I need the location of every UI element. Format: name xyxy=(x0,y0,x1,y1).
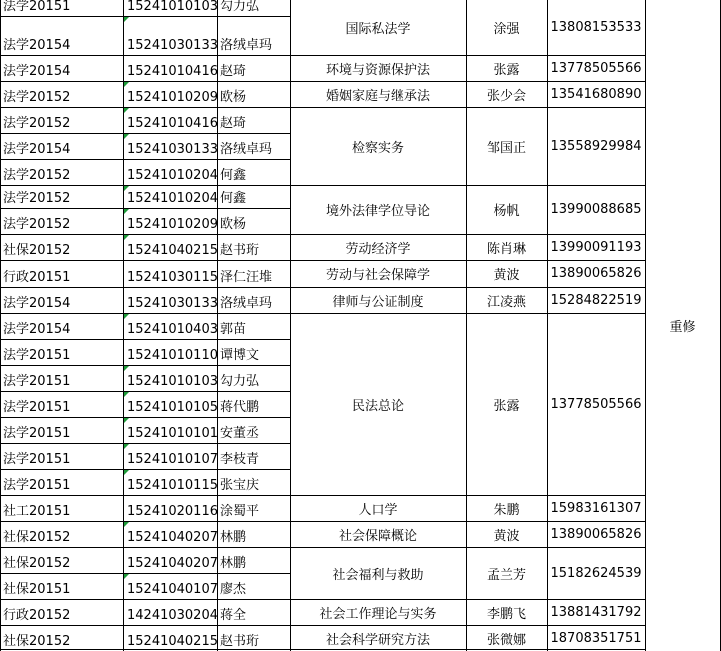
phone-cell[interactable]: 15182624539 xyxy=(550,565,642,581)
class-cell[interactable]: 社保20151 xyxy=(3,582,71,597)
class-cell[interactable]: 法学20154 xyxy=(3,296,71,311)
student-name-cell[interactable]: 欧杨 xyxy=(220,90,247,105)
student-name-cell[interactable]: 赵书珩 xyxy=(220,634,260,649)
student-name-cell[interactable]: 泽仁汪堆 xyxy=(220,270,273,285)
student-id-cell[interactable]: 15241040107 xyxy=(127,582,218,597)
course-cell[interactable]: 检察实务 xyxy=(351,140,404,156)
error-flag-icon xyxy=(124,444,129,449)
student-name-cell[interactable]: 赵琦 xyxy=(220,116,247,131)
student-id-cell[interactable]: 15241010101 xyxy=(127,426,218,441)
student-id-cell[interactable]: 15241030115 xyxy=(127,270,218,285)
phone-cell[interactable]: 13890065826 xyxy=(550,266,642,281)
student-id-cell[interactable]: 15241030133 xyxy=(127,38,218,53)
class-cell[interactable]: 社保20152 xyxy=(3,243,71,258)
teacher-cell[interactable]: 张露 xyxy=(493,62,520,78)
student-id-cell[interactable]: 15241040207 xyxy=(127,556,218,571)
phone-cell[interactable]: 15284822519 xyxy=(550,292,642,308)
error-flag-icon xyxy=(124,574,129,579)
student-id-cell[interactable]: 15241010204 xyxy=(127,191,218,206)
class-cell[interactable]: 法学20152 xyxy=(3,191,71,206)
class-cell[interactable]: 法学20152 xyxy=(3,168,71,183)
class-cell[interactable]: 行政20152 xyxy=(3,608,71,623)
phone-cell[interactable]: 13881431792 xyxy=(550,604,642,620)
teacher-cell[interactable]: 李鹏飞 xyxy=(486,606,526,622)
error-flag-icon xyxy=(124,82,129,87)
error-flag-icon xyxy=(124,108,129,113)
remark-text: 重修 xyxy=(669,320,696,335)
course-cell[interactable]: 社会工作理论与实务 xyxy=(319,606,437,622)
phone-cell[interactable]: 13990088685 xyxy=(550,202,642,217)
student-id-cell[interactable]: 15241010103 xyxy=(127,0,218,14)
student-name-cell[interactable]: 郭苗 xyxy=(220,322,247,337)
grid-hline xyxy=(0,234,290,235)
student-id-cell[interactable]: 15241030133 xyxy=(127,296,218,311)
class-cell[interactable]: 社保20152 xyxy=(3,530,71,545)
student-name-cell[interactable]: 洛绒卓玛 xyxy=(220,142,273,157)
student-name-cell[interactable]: 洛绒卓玛 xyxy=(220,38,273,53)
grid-hline xyxy=(0,391,290,392)
class-cell[interactable]: 法学20154 xyxy=(3,322,71,337)
course-cell[interactable]: 境外法律学位导论 xyxy=(325,204,430,219)
class-cell[interactable]: 法学20152 xyxy=(3,116,71,131)
teacher-cell[interactable]: 张微娜 xyxy=(486,632,526,648)
course-cell[interactable]: 国际私法学 xyxy=(345,22,411,37)
phone-cell[interactable]: 13778505566 xyxy=(550,60,642,76)
student-name-cell[interactable]: 赵书珩 xyxy=(220,243,260,258)
teacher-cell[interactable]: 黄波 xyxy=(493,268,520,283)
grid-vline xyxy=(123,0,124,651)
error-flag-icon xyxy=(124,418,129,423)
class-cell[interactable]: 法学20151 xyxy=(3,400,71,415)
class-cell[interactable]: 法学20151 xyxy=(3,0,71,14)
class-cell[interactable]: 法学20154 xyxy=(3,64,71,79)
grid-hline xyxy=(0,547,290,548)
class-cell[interactable]: 社工20151 xyxy=(3,504,71,519)
grid-hline xyxy=(0,208,290,209)
student-id-cell[interactable]: 15241010416 xyxy=(127,116,218,131)
student-name-cell[interactable]: 李枝青 xyxy=(220,452,260,467)
teacher-cell[interactable]: 杨帆 xyxy=(493,204,520,219)
course-cell[interactable]: 民法总论 xyxy=(351,398,404,414)
phone-cell[interactable]: 13541680890 xyxy=(550,86,642,102)
phone-cell[interactable]: 13558929984 xyxy=(550,138,642,154)
error-flag-icon xyxy=(124,17,129,22)
student-id-cell[interactable]: 15241010204 xyxy=(127,168,218,183)
student-id-cell[interactable]: 15241010209 xyxy=(127,90,218,105)
grid-hline xyxy=(0,339,290,340)
student-id-cell[interactable]: 15241010209 xyxy=(127,217,218,232)
grid-vline xyxy=(645,0,646,651)
phone-cell[interactable]: 18708351751 xyxy=(550,630,642,646)
error-flag-icon xyxy=(124,366,129,371)
student-name-cell[interactable]: 何鑫 xyxy=(220,168,247,183)
student-id-cell[interactable]: 15241010115 xyxy=(127,478,218,493)
student-id-cell[interactable]: 15241040207 xyxy=(127,530,218,545)
class-cell[interactable]: 法学20151 xyxy=(3,478,71,493)
class-cell[interactable]: 行政20151 xyxy=(3,270,71,285)
student-id-cell[interactable]: 15241040215 xyxy=(127,634,218,649)
remark-cell[interactable] xyxy=(645,0,720,651)
error-flag-icon xyxy=(124,314,129,319)
grid-hline xyxy=(0,159,290,160)
student-name-cell[interactable]: 欧杨 xyxy=(220,217,247,232)
grid-hline xyxy=(0,625,290,626)
grid-hline xyxy=(0,443,290,444)
grid-hline xyxy=(0,469,290,470)
grid-hline xyxy=(0,417,290,418)
student-name-cell[interactable]: 涂蜀平 xyxy=(220,504,260,519)
student-id-cell[interactable]: 15241020116 xyxy=(127,504,218,519)
grid-hline xyxy=(0,521,290,522)
student-name-cell[interactable]: 勾力弘 xyxy=(220,374,260,389)
phone-cell[interactable]: 15983161307 xyxy=(550,500,642,516)
class-cell[interactable]: 法学20151 xyxy=(3,452,71,467)
grid-hline xyxy=(0,313,290,314)
student-name-cell[interactable]: 蒋代鹏 xyxy=(220,400,260,415)
class-cell[interactable]: 法学20151 xyxy=(3,348,71,363)
error-flag-icon xyxy=(124,134,129,139)
student-name-cell[interactable]: 林鹏 xyxy=(220,556,247,571)
student-name-cell[interactable]: 洛绒卓玛 xyxy=(220,296,273,311)
teacher-cell[interactable]: 江凌燕 xyxy=(486,294,526,310)
phone-cell[interactable]: 13778505566 xyxy=(550,396,642,412)
class-cell[interactable]: 法学20151 xyxy=(3,426,71,441)
course-cell[interactable]: 社会保障概论 xyxy=(338,528,417,544)
course-cell[interactable]: 律师与公证制度 xyxy=(332,294,424,310)
student-name-cell[interactable]: 安董丞 xyxy=(220,426,260,441)
student-name-cell[interactable]: 勾力弘 xyxy=(220,0,260,14)
student-id-cell[interactable]: 15241040215 xyxy=(127,243,218,258)
course-cell[interactable]: 人口学 xyxy=(358,502,398,518)
class-cell[interactable]: 法学20152 xyxy=(3,90,71,105)
error-flag-icon xyxy=(124,186,129,191)
student-id-cell[interactable]: 15241010403 xyxy=(127,322,218,337)
course-cell[interactable]: 婚姻家庭与继承法 xyxy=(325,88,430,104)
grid-hline xyxy=(0,55,290,56)
class-cell[interactable]: 法学20151 xyxy=(3,374,71,389)
teacher-cell[interactable]: 张露 xyxy=(493,398,520,414)
grid-vline xyxy=(0,0,1,651)
course-cell[interactable]: 劳动与社会保障学 xyxy=(325,268,430,283)
student-id-cell[interactable]: 15241010105 xyxy=(127,400,218,415)
student-name-cell[interactable]: 蒋全 xyxy=(220,608,247,623)
teacher-cell[interactable]: 朱鹏 xyxy=(493,502,520,518)
grid-hline xyxy=(0,81,290,82)
student-name-cell[interactable]: 廖杰 xyxy=(220,582,247,597)
student-id-cell[interactable]: 15241030133 xyxy=(127,142,218,157)
grid-hline xyxy=(0,599,290,600)
student-id-cell[interactable]: 15241010107 xyxy=(127,452,218,467)
student-name-cell[interactable]: 何鑫 xyxy=(220,191,247,206)
grid-hline xyxy=(0,16,290,17)
grid-hline xyxy=(0,573,290,574)
grid-hline xyxy=(0,185,290,186)
grid-hline xyxy=(0,365,290,366)
phone-cell[interactable]: 13990091193 xyxy=(550,239,642,255)
student-id-cell[interactable]: 14241030204 xyxy=(127,608,218,623)
teacher-cell[interactable]: 孟兰芳 xyxy=(486,567,526,583)
student-name-cell[interactable]: 赵琦 xyxy=(220,64,247,79)
course-cell[interactable]: 劳动经济学 xyxy=(345,241,411,257)
phone-cell[interactable]: 13890065826 xyxy=(550,526,642,542)
phone-cell[interactable]: 13808153533 xyxy=(550,20,642,35)
teacher-cell[interactable]: 陈肖琳 xyxy=(486,241,526,257)
grid-hline xyxy=(0,495,290,496)
class-cell[interactable]: 法学20152 xyxy=(3,217,71,232)
error-flag-icon xyxy=(124,235,129,240)
teacher-cell[interactable]: 邹国正 xyxy=(486,140,526,156)
student-id-cell[interactable]: 15241010416 xyxy=(127,64,218,79)
teacher-cell[interactable]: 黄波 xyxy=(493,528,520,544)
teacher-cell[interactable]: 涂强 xyxy=(493,22,520,37)
student-id-cell[interactable]: 15241010110 xyxy=(127,348,218,363)
course-cell[interactable]: 环境与资源保护法 xyxy=(325,62,430,78)
grid-hline xyxy=(0,260,290,261)
teacher-cell[interactable]: 张少会 xyxy=(486,88,526,104)
student-name-cell[interactable]: 林鹏 xyxy=(220,530,247,545)
class-cell[interactable]: 法学20154 xyxy=(3,142,71,157)
student-name-cell[interactable]: 张宝庆 xyxy=(220,478,260,493)
grid-hline xyxy=(0,133,290,134)
grid-hline xyxy=(0,287,290,288)
grid-hline xyxy=(0,107,290,108)
error-flag-icon xyxy=(124,470,129,475)
class-cell[interactable]: 法学20154 xyxy=(3,38,71,53)
student-id-cell[interactable]: 15241010103 xyxy=(127,374,218,389)
error-flag-icon xyxy=(124,209,129,214)
error-flag-icon xyxy=(124,392,129,397)
class-cell[interactable]: 社保20152 xyxy=(3,556,71,571)
student-name-cell[interactable]: 谭博文 xyxy=(220,348,260,363)
course-cell[interactable]: 社会科学研究方法 xyxy=(325,632,430,648)
course-cell[interactable]: 社会福利与救助 xyxy=(332,567,424,583)
error-flag-icon xyxy=(124,522,129,527)
class-cell[interactable]: 社保20152 xyxy=(3,634,71,649)
